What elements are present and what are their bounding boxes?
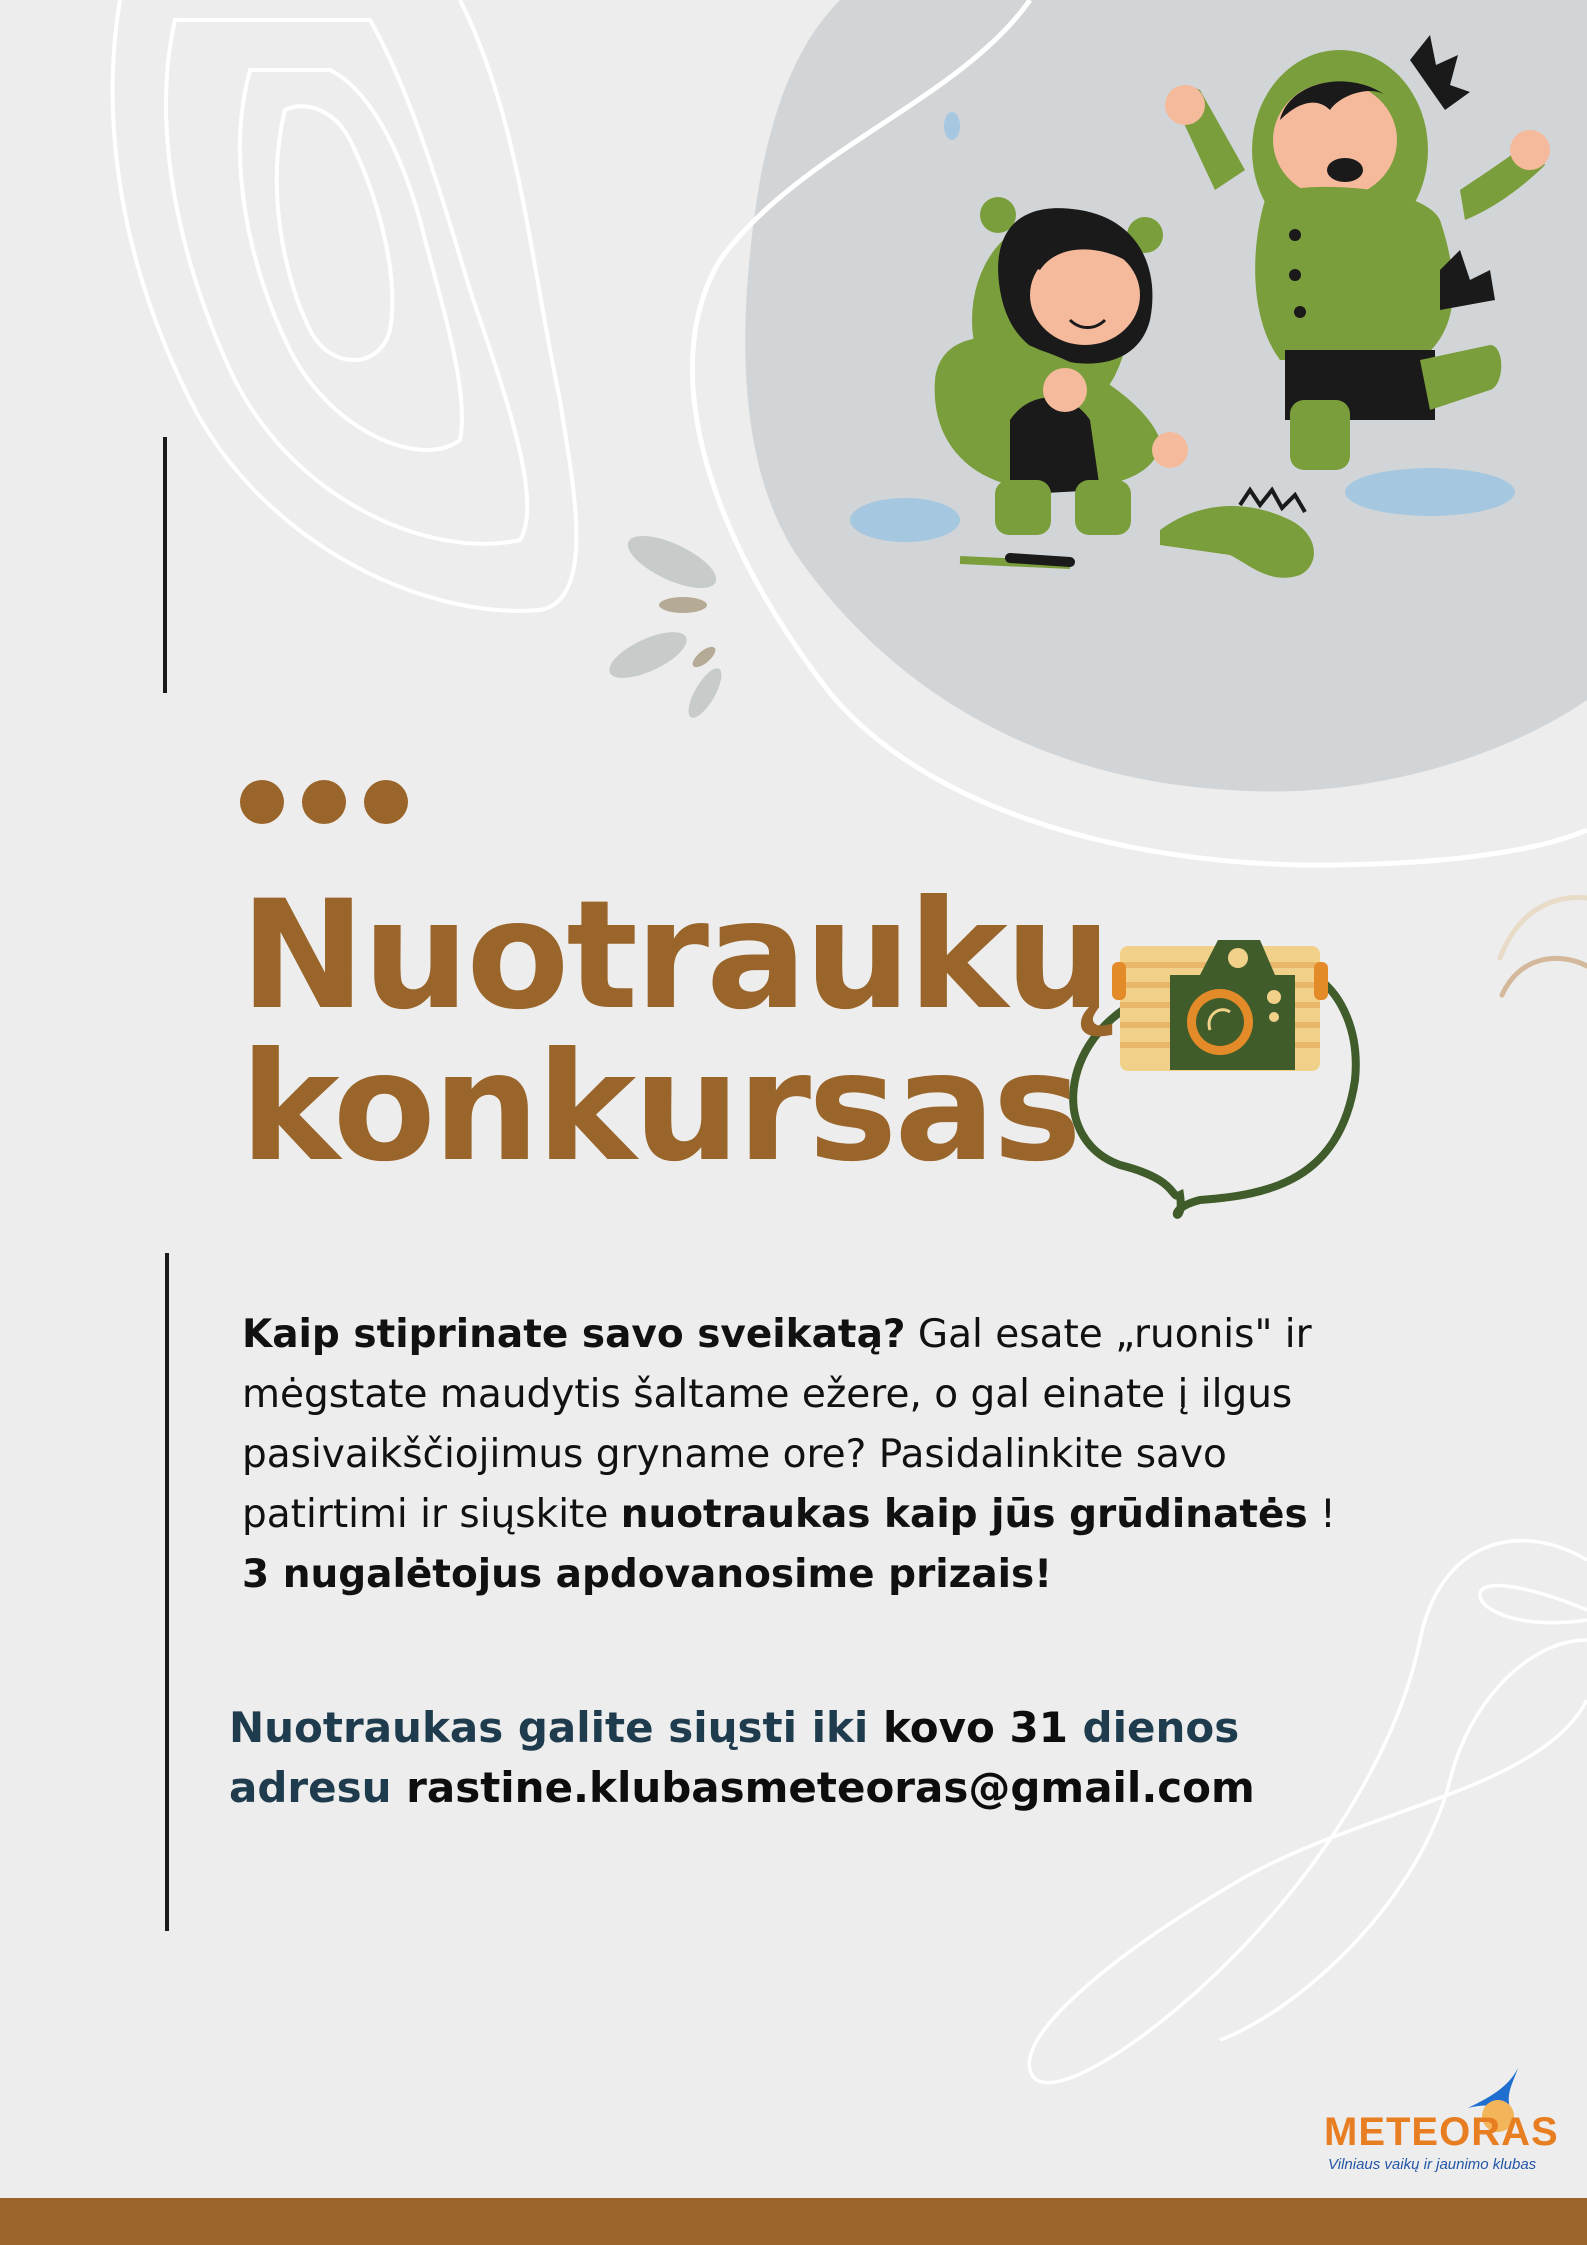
dot bbox=[364, 780, 408, 824]
body-sentence-1: Gal esate „ruonis" ir bbox=[905, 1312, 1312, 1357]
left-divider-top bbox=[163, 437, 167, 693]
puddle bbox=[1345, 468, 1515, 516]
puddle bbox=[850, 498, 960, 542]
logo-name: METEORAS bbox=[1324, 2110, 1559, 2154]
title-line-2: konkursas bbox=[240, 1021, 1079, 1195]
splash-marks bbox=[603, 525, 727, 722]
dots-icon bbox=[240, 780, 408, 824]
body-line-4-start: patirtimi ir siųskite bbox=[242, 1492, 621, 1537]
dot bbox=[302, 780, 346, 824]
body-line-1 bbox=[242, 1305, 1442, 1365]
dot bbox=[240, 780, 284, 824]
small-arcs bbox=[1500, 898, 1587, 995]
deadline-text: kovo 31 bbox=[882, 1703, 1068, 1752]
body-line-2: mėgstate maudytis šaltame ežere, o gal einate į ilgus bbox=[242, 1372, 1293, 1417]
left-divider-bottom bbox=[165, 1253, 169, 1931]
contact-info bbox=[229, 1698, 1479, 1818]
prize-text: 3 nugalėtojus apdovanosime prizais! bbox=[242, 1552, 1053, 1597]
body-line-4 bbox=[242, 1485, 1442, 1545]
body-line-4-bold: nuotraukas kaip jūs grūdinatės bbox=[620, 1492, 1308, 1537]
question-text: Kaip stiprinate savo sveikatą? bbox=[242, 1312, 906, 1357]
description bbox=[242, 1305, 1442, 1605]
camera-icon bbox=[1073, 940, 1356, 1215]
email-link[interactable]: rastine.klubasmeteoras@gmail.com bbox=[406, 1763, 1255, 1812]
body-line-3: pasivaikščiojimus gryname ore? Pasidalinkite savo bbox=[242, 1432, 1227, 1477]
topographic-lines bbox=[113, 0, 577, 611]
body-line-5 bbox=[242, 1545, 1442, 1605]
footer-bar bbox=[0, 2198, 1587, 2245]
logo-subtitle: Vilniaus vaikų ir jaunimo klubas bbox=[1328, 2156, 1537, 2173]
contact-part-3: adresu bbox=[229, 1763, 407, 1812]
contact-line-2 bbox=[229, 1758, 1479, 1818]
body-line-4-end: ! bbox=[1307, 1492, 1336, 1537]
page-title bbox=[240, 869, 1109, 1195]
title-line-1: Nuotraukų bbox=[240, 869, 1109, 1043]
contact-line-1 bbox=[229, 1698, 1479, 1758]
contact-part-2: dienos bbox=[1067, 1703, 1240, 1752]
contact-part-1: Nuotraukas galite siųsti iki bbox=[229, 1703, 883, 1752]
meteoras-logo bbox=[1318, 2068, 1568, 2178]
